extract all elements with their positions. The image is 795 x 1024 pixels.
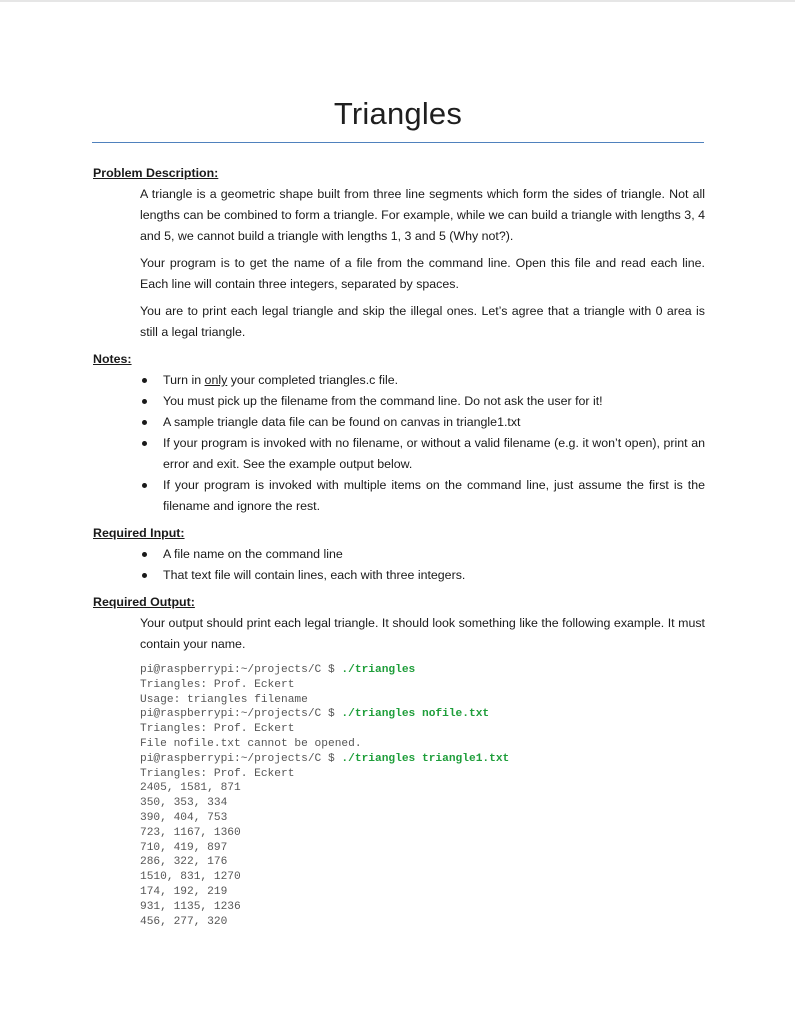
terminal-line [140,707,705,722]
required-output-section [93,592,705,929]
note-text-after: your completed triangles.c file. [227,373,399,387]
list-item [93,544,705,565]
bullet-icon [142,441,147,446]
bullet-icon [142,420,147,425]
terminal-line: Triangles: Prof. Eckert [140,767,295,780]
terminal-prompt: pi@raspberrypi:~/projects/C $ [140,664,342,676]
problem-paragraph-3: You are to print each legal triangle and skip the illegal ones. Let’s agree that a triangle with 0 area is still a legal triangle. [140,304,705,339]
input-list [93,544,705,586]
terminal-data-row: 710, 419, 897 [140,841,228,854]
problem-paragraph-2: Your program is to get the name of a file from the command line. Open this file and read each line. Each line will contain three integers, separated by spaces. [140,256,705,291]
terminal-line: File nofile.txt cannot be opened. [140,737,362,750]
terminal-line: Triangles: Prof. Eckert [140,723,295,736]
problem-description-heading: Problem Description: [93,166,219,180]
notes-list [93,370,705,517]
note-text: If your program is invoked with no filename, or without a valid filename (e.g. it won’t open), print an error and exit. See the example output below. [163,436,705,471]
bullet-icon [142,552,147,557]
terminal-data-row: 174, 192, 219 [140,885,228,898]
problem-paragraph-1: A triangle is a geometric shape built from three line segments which form the sides of triangle. Not all lengths can be combined to form a triangle. For example, while we can build a triangle with lengths 3, 4 and 5, we cannot build a triangle with lengths 1, 3 and 5 (Why not?). [140,187,705,243]
list-item [93,370,705,391]
note-text-before: Turn in [163,373,205,387]
required-input-section [93,523,705,586]
required-output-heading: Required Output: [93,595,195,609]
output-paragraph: Your output should print each legal triangle. It should look something like the following example. It must contain your name. [140,616,705,651]
list-item [93,412,705,433]
bullet-icon [142,483,147,488]
list-item [93,391,705,412]
page-title: Triangles [333,96,463,131]
terminal-data-row: 723, 1167, 1360 [140,826,241,839]
note-text: A sample triangle data file can be found on canvas in triangle1.txt [163,415,521,429]
terminal-data-row: 456, 277, 320 [140,915,228,928]
terminal-line: Triangles: Prof. Eckert [140,678,295,691]
terminal-command: ./triangles [341,664,416,676]
terminal-data-row: 2405, 1581, 871 [140,782,241,795]
bullet-icon [142,573,147,578]
list-item [93,433,705,475]
terminal-line: Usage: triangles filename [140,693,308,706]
note-emphasis: only [204,373,228,387]
document-body [93,163,705,929]
terminal-line [140,752,705,767]
bullet-icon [142,378,147,383]
required-input-heading: Required Input: [93,526,185,540]
terminal-data-row: 390, 404, 753 [140,811,228,824]
list-item [93,475,705,517]
bullet-icon [142,399,147,404]
notes-section [93,349,705,517]
terminal-line [140,663,705,678]
terminal-command: ./triangles nofile.txt [341,708,490,721]
terminal-data-row: 350, 353, 334 [140,797,228,810]
notes-heading: Notes: [93,352,132,366]
list-item [93,565,705,586]
input-text: That text file will contain lines, each with three integers. [163,568,466,582]
terminal-output [140,663,705,929]
problem-description-section [93,163,705,343]
note-text: If your program is invoked with multiple items on the command line, just assume the first is the filename and ignore the rest. [163,478,705,513]
terminal-command: ./triangles triangle1.txt [341,752,510,765]
terminal-prompt: pi@raspberrypi:~/projects/C $ [140,752,342,765]
note-text: You must pick up the filename from the command line. Do not ask the user for it! [163,394,603,408]
title-underline [92,142,704,143]
terminal-data-row: 931, 1135, 1236 [140,900,241,913]
terminal-data-row: 286, 322, 176 [140,856,228,869]
input-text: A file name on the command line [163,547,343,561]
terminal-data-row: 1510, 831, 1270 [140,871,241,884]
terminal-prompt: pi@raspberrypi:~/projects/C $ [140,708,342,721]
